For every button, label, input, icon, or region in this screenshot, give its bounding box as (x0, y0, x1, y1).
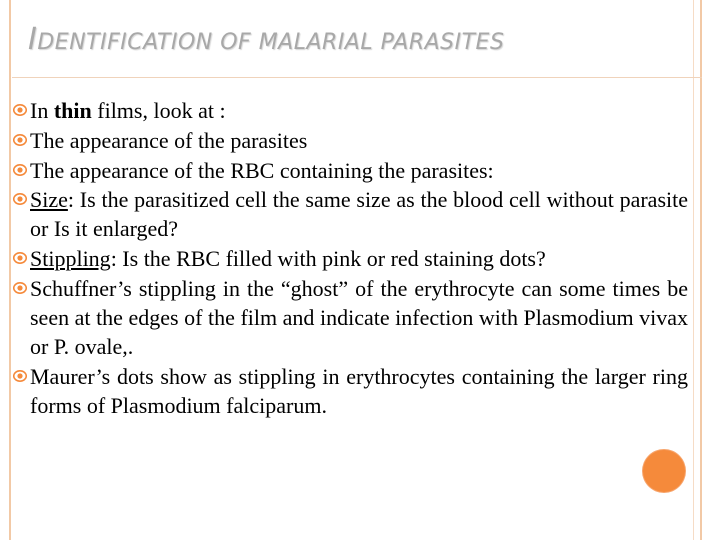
item-text: Schuffner’s stippling in the “ghost” of the erythrocyte can some times be seen at the edges of the film and indicate infection with Plasmodium vivax or P. ovale,. (30, 275, 688, 359)
eye-bullet-icon (13, 281, 27, 295)
item-term: Stippling (30, 246, 111, 272)
right-frame-inner-line (693, 0, 694, 540)
decorative-orange-circle (643, 450, 685, 492)
list-item (12, 126, 688, 155)
list-item (12, 362, 688, 420)
right-frame-outer-line (700, 0, 702, 540)
list-item (12, 156, 688, 185)
title-divider (12, 77, 702, 78)
left-frame-line (9, 0, 11, 540)
item-text: : Is the RBC filled with pink or red staining dots? (110, 246, 546, 272)
item-text: The appearance of the parasites (30, 127, 308, 153)
list-item (12, 96, 688, 125)
list-item (12, 244, 688, 273)
eye-bullet-icon (13, 192, 27, 206)
item-text: films, look at : (91, 98, 226, 123)
eye-bullet-icon (13, 133, 27, 147)
eye-bullet-icon (13, 163, 27, 177)
slide-title (28, 22, 688, 57)
eye-bullet-icon (13, 103, 27, 117)
bullet-list (12, 96, 688, 421)
item-text: Maurer’s dots show as stippling in erythrocytes containing the larger ring forms of Plasmodium falciparum. (30, 363, 688, 418)
title-rest: DENTIFICATION OF MALARIAL PARASITES (37, 30, 505, 55)
eye-bullet-icon (13, 369, 27, 383)
eye-bullet-icon (13, 251, 27, 265)
title-initial: I (28, 22, 38, 57)
item-text: The appearance of the RBC containing the parasites: (30, 157, 494, 183)
item-term: Size (30, 187, 68, 213)
item-text: In (30, 98, 54, 123)
list-item (12, 185, 688, 243)
item-emphasis: thin (53, 98, 92, 123)
item-text: : Is the parasitized cell the same size as the blood cell without parasite or Is it enlarged? (30, 187, 688, 242)
list-item (12, 274, 688, 361)
